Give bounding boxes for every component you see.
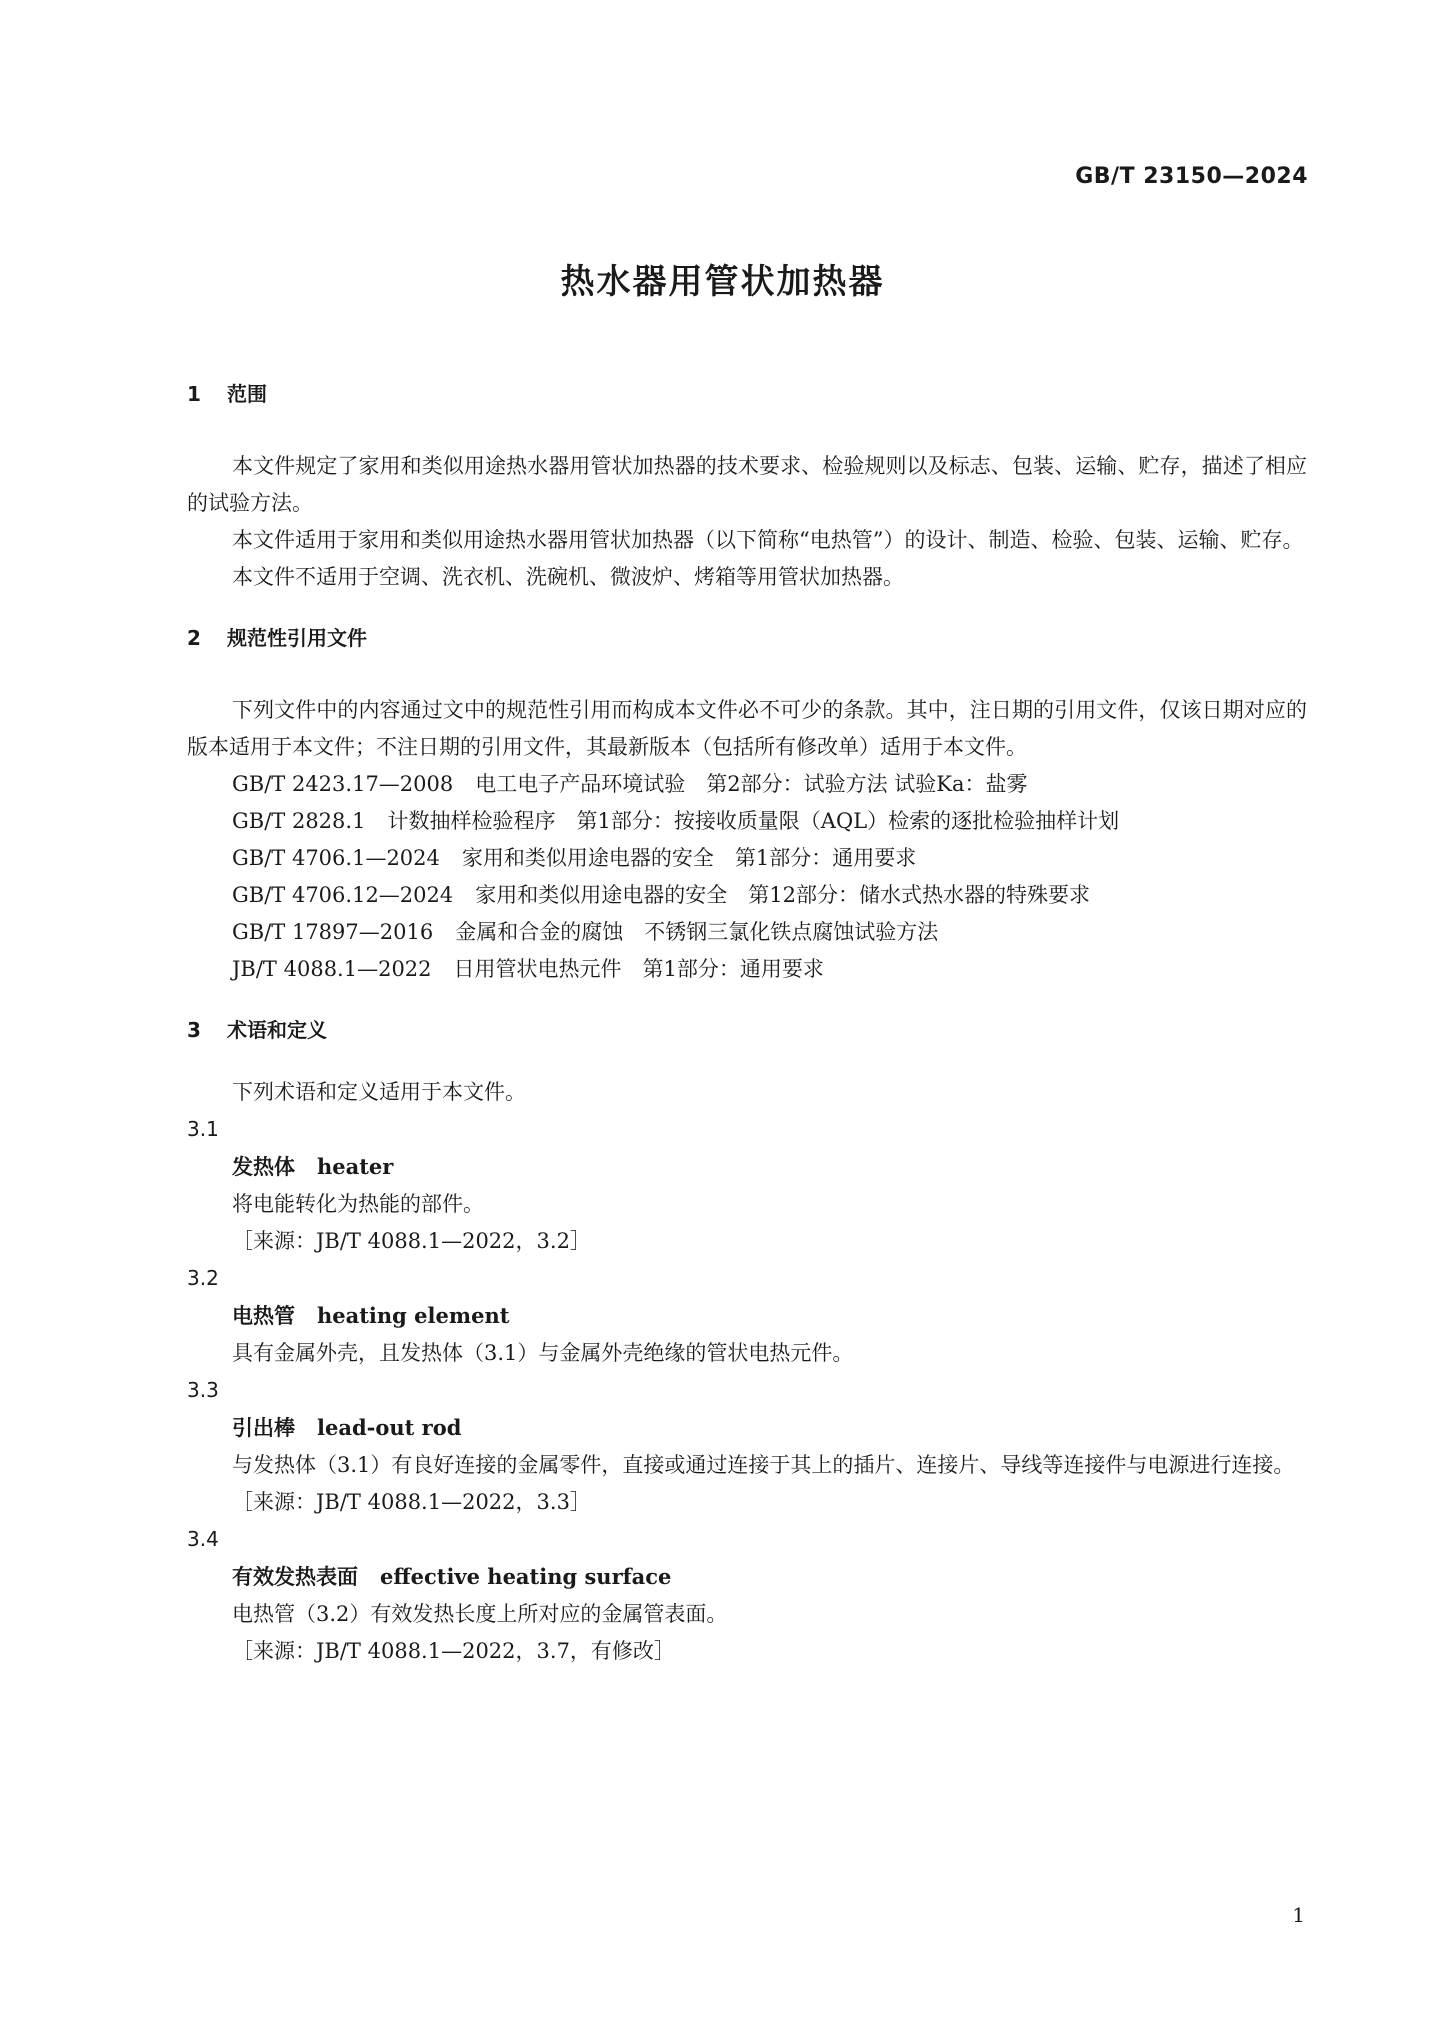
- term-source: ［来源：JB/T 4088.1—2022，3.3］: [232, 1490, 591, 1514]
- term-en: heating element: [317, 1303, 510, 1328]
- reference-code: JB/T 4088.1—2022: [232, 957, 432, 981]
- reference-title: 日用管状电热元件 第1部分：通用要求: [453, 957, 824, 981]
- term-zh: 发热体: [232, 1155, 295, 1179]
- reference-item: [187, 914, 1307, 951]
- term-name: [187, 1148, 1307, 1186]
- reference-title: 家用和类似用途电器的安全 第1部分：通用要求: [461, 846, 917, 870]
- page-number: 1: [1292, 1903, 1305, 1927]
- term-en: lead-out rod: [317, 1415, 462, 1440]
- term-definition: 具有金属外壳，且发热体（3.1）与金属外壳绝缘的管状电热元件。: [232, 1341, 854, 1365]
- section-heading-terms-definitions: [187, 1016, 1307, 1044]
- document-body: [187, 380, 1307, 1670]
- reference-item: [187, 840, 1307, 877]
- term-definition: 与发热体（3.1）有良好连接的金属零件，直接或通过连接于其上的插片、连接片、导线等连接件与电源进行连接。: [232, 1453, 1295, 1477]
- reference-title: 电工电子产品环境试验 第2部分：试验方法 试验Ka：盐雾: [475, 772, 1028, 796]
- reference-title: 家用和类似用途电器的安全 第12部分：储水式热水器的特殊要求: [475, 883, 1090, 907]
- reference-code: GB/T 2423.17—2008: [232, 772, 454, 796]
- reference-code: GB/T 17897—2016: [232, 920, 434, 944]
- term-definition: 电热管（3.2）有效发热长度上所对应的金属管表面。: [232, 1602, 728, 1626]
- section-heading-scope: [187, 380, 1307, 408]
- paragraph: 下列术语和定义适用于本文件。: [232, 1080, 526, 1104]
- reference-item: [187, 951, 1307, 988]
- section-title: 术语和定义: [227, 1018, 327, 1042]
- term-zh: 引出棒: [232, 1416, 295, 1440]
- reference-title: 计数抽样检验程序 第1部分：按接收质量限（AQL）检索的逐批检验抽样计划: [387, 809, 1120, 833]
- reference-item: [187, 877, 1307, 914]
- term-number: 3.2: [187, 1266, 219, 1290]
- term-number: 3.4: [187, 1527, 219, 1551]
- section-title: 范围: [227, 382, 267, 406]
- term-zh: 有效发热表面: [232, 1565, 358, 1589]
- paragraph: 本文件不适用于空调、洗衣机、洗碗机、微波炉、烤箱等用管状加热器。: [232, 565, 904, 589]
- paragraph: 下列文件中的内容通过文中的规范性引用而构成本文件必不可少的条款。其中，注日期的引用文件，仅该日期对应的版本适用于本文件；不注日期的引用文件，其最新版本（包括所有修改单）适用于本文件。: [187, 698, 1307, 759]
- term-source: ［来源：JB/T 4088.1—2022，3.7，有修改］: [232, 1639, 675, 1663]
- section-number: 2: [187, 626, 201, 650]
- paragraph: 本文件规定了家用和类似用途热水器用管状加热器的技术要求、检验规则以及标志、包装、运输、贮存，描述了相应的试验方法。: [187, 454, 1307, 515]
- term-number: 3.1: [187, 1117, 219, 1141]
- term-number: 3.3: [187, 1378, 219, 1402]
- document-title: 热水器用管状加热器: [560, 262, 885, 302]
- section-number: 3: [187, 1018, 201, 1042]
- term-en: heater: [317, 1154, 394, 1179]
- reference-code: GB/T 4706.12—2024: [232, 883, 454, 907]
- term-definition: 将电能转化为热能的部件。: [232, 1192, 484, 1216]
- reference-item: [187, 766, 1307, 803]
- section-number: 1: [187, 382, 201, 406]
- term-name: [187, 1409, 1307, 1447]
- reference-item: [187, 803, 1307, 840]
- reference-code: GB/T 4706.1—2024: [232, 846, 440, 870]
- term-en: effective heating surface: [380, 1564, 672, 1589]
- section-title: 规范性引用文件: [227, 626, 367, 650]
- term-name: [187, 1297, 1307, 1335]
- standard-number: GB/T 23150—2024: [1075, 164, 1308, 189]
- reference-title: 金属和合金的腐蚀 不锈钢三氯化铁点腐蚀试验方法: [455, 920, 939, 944]
- term-source: ［来源：JB/T 4088.1—2022，3.2］: [232, 1229, 591, 1253]
- paragraph: 本文件适用于家用和类似用途热水器用管状加热器（以下简称“电热管”）的设计、制造、检验、包装、运输、贮存。: [232, 528, 1304, 552]
- term-zh: 电热管: [232, 1304, 295, 1328]
- term-name: [187, 1558, 1307, 1596]
- reference-code: GB/T 2828.1: [232, 809, 366, 833]
- section-heading-normative-references: [187, 624, 1307, 652]
